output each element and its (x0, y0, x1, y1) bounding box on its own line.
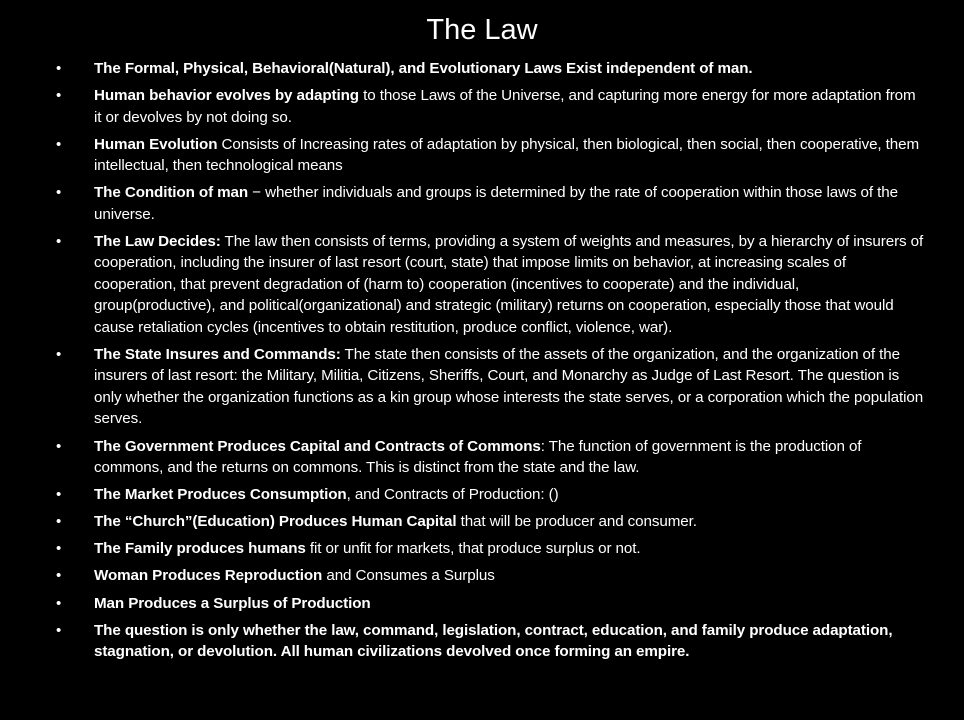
bullet-text: fit or unfit for markets, that produce surplus or not. (305, 540, 641, 558)
bullet-icon: • (56, 135, 62, 153)
list-item (0, 134, 964, 177)
bullet-icon: • (56, 184, 62, 202)
bullet-bold-text: The Formal, Physical, Behavioral(Natural), and Evolutionary Laws Exist independent of man. (94, 60, 753, 77)
bullet-icon: • (56, 87, 62, 105)
bullet-bold-text: Man Produces a Surplus of Production (94, 594, 371, 612)
bullet-icon: • (56, 540, 62, 558)
bullet-icon: • (56, 486, 62, 504)
bullet-icon: • (56, 437, 62, 455)
bullet-text: : The function of government is the production of commons, and the returns on commons. This is distinct from the state and the law. (94, 437, 862, 477)
bullet-icon: • (56, 594, 62, 612)
bullet-icon: • (56, 567, 62, 585)
list-item (0, 58, 964, 80)
bullet-bold-text: The Government Produces Capital and Contracts of Commons (94, 437, 541, 455)
list-item (0, 538, 964, 560)
bullet-bold-text: The question is only whether the law, command, legislation, contract, education, and family produce adaptation, stagnation, or devolution. All human civilizations devolved once forming an empire. (94, 621, 893, 661)
bullet-list (0, 58, 964, 668)
list-item (0, 182, 964, 225)
bullet-bold-text: The Condition of man (94, 184, 249, 202)
bullet-text: − whether individuals and groups is determined by the rate of cooperation within those laws of the universe. (94, 184, 898, 223)
list-item (0, 484, 964, 506)
bullet-bold-text: Woman Produces Reproduction (94, 567, 323, 585)
bullet-icon: • (56, 232, 62, 250)
slide-title: The Law (426, 14, 538, 46)
bullet-bold-text: Human Evolution (94, 135, 218, 153)
bullet-icon: • (56, 60, 62, 77)
list-item (0, 436, 964, 479)
list-item (0, 344, 964, 430)
bullet-bold-text: The “Church”(Education) Produces Human Capital (94, 513, 457, 531)
bullet-text: The law then consists of terms, providing a system of weights and measures, by a hierarchy of insurers of cooperation, including the insurer of last resort (court, state) that impose limits on behavior, at increasing scales of cooperation, that prevent degradation of (harm to) cooperation (incentives to cooperate) and the individual, group(productive), and political(organizational) and strategic (military) returns on cooperation, especially those that would cause retaliation cycles (incentives to obtain restitution, produce conflict, violence, war). (94, 232, 924, 336)
bullet-bold-text: The State Insures and Commands: (94, 345, 341, 363)
list-item (0, 511, 964, 533)
bullet-icon: • (56, 621, 62, 639)
bullet-text: to those Laws of the Universe, and capturing more energy for more adaptation from it or devolves by not doing so. (94, 87, 916, 126)
bullet-icon: • (56, 513, 62, 531)
bullet-bold-text: The Law Decides: (94, 232, 221, 250)
bullet-text: Consists of Increasing rates of adaptation by physical, then biological, then social, then cooperative, them intellectual, then technological means (94, 135, 920, 175)
list-item (0, 231, 964, 339)
list-item (0, 85, 964, 128)
bullet-bold-text: The Family produces humans (94, 540, 306, 558)
list-item (0, 565, 964, 587)
bullet-text: , and Contracts of Production: () (346, 486, 559, 504)
bullet-text: The state then consists of the assets of the organization, and the organization of the insurers of last resort: the Military, Militia, Citizens, Sheriffs, Court, and Monarchy as Judge of Last Resort. The question is only whether the organization functions as a kin group whose interests the state serves, or a corporation which the population serves. (94, 345, 924, 428)
bullet-bold-text: The Market Produces Consumption (94, 486, 347, 504)
list-item (0, 620, 964, 663)
bullet-icon: • (56, 345, 62, 363)
bullet-bold-text: Human behavior evolves by adapting (94, 87, 359, 105)
list-item (0, 593, 964, 615)
bullet-text: and Consumes a Surplus (322, 567, 495, 585)
bullet-text: that will be producer and consumer. (456, 513, 697, 531)
